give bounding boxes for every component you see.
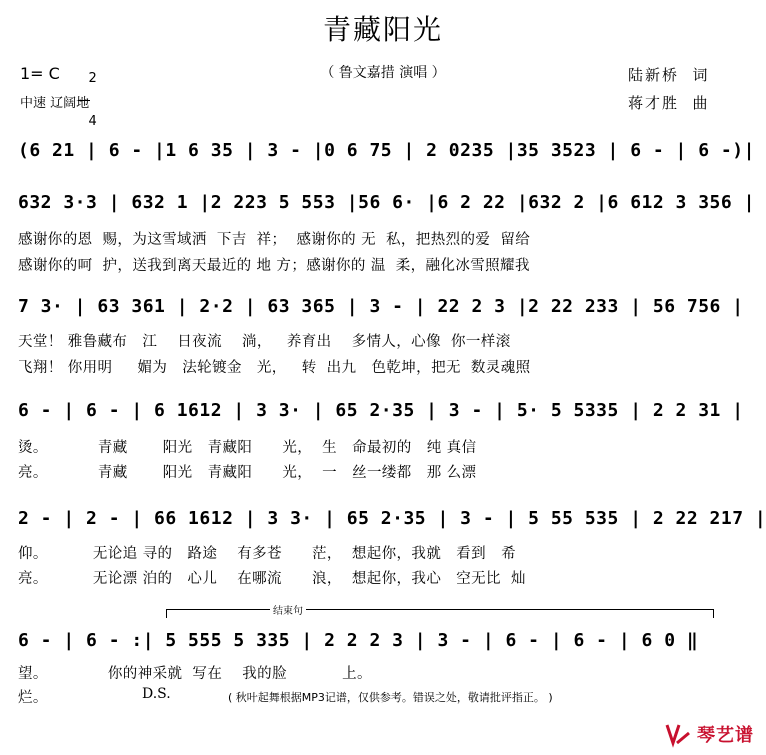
- notation-line-4: 6 - | 6 - | 6 1612 | 3 3· | 65 2·35 | 3 - | 5· 5 5335 | 2 2 31 |: [18, 400, 744, 421]
- song-title: 青藏阳光: [322, 13, 443, 46]
- footnote: ( 秋叶起舞根据MP3记谱，仅供参考。错误之处，敬请批评指正。 ): [228, 691, 553, 704]
- lyric-line-3a: 天堂！ 雅鲁藏布 江 日夜流 淌， 养育出 多情人，心像 你一样滚: [18, 334, 511, 350]
- notation-line-2: 632 3·3 | 632 1 |2 223 5 553 |56 6· |6 2 22 |632 2 |6 612 3 356 |: [18, 192, 755, 213]
- time-bottom: 4: [88, 114, 97, 129]
- lyric-line-4b: 亮。 青藏 阳光 青藏阳 光， 一 丝一缕都 那 么漂: [18, 465, 477, 481]
- composer-credit: 蒋才胜 曲: [628, 94, 710, 112]
- dal-segno: D.S.: [142, 686, 171, 702]
- tempo-marking: 中速 辽阔地: [20, 96, 90, 111]
- lyric-line-4a: 烫。 青藏 阳光 青藏阳 光， 生 命最初的 纯 真信: [18, 440, 477, 456]
- singer-credit: （ 鲁文嘉措 演唱 ）: [320, 65, 446, 81]
- notation-line-1: (6 21 | 6 - |1 6 35 | 3 - |0 6 75 | 2 0235 |35 3523 | 6 - | 6 -)|: [18, 140, 755, 161]
- lyric-line-6b: 烂。: [18, 690, 48, 706]
- lyric-line-5b: 亮。 无论漂 泊的 心儿 在哪流 浪， 想起你，我心 空无比 灿: [18, 571, 526, 587]
- lyricist-credit: 陆新桥 词: [628, 66, 710, 84]
- site-logo[interactable]: [663, 719, 754, 749]
- lyric-line-6a: 望。 你的神采就 写在 我的脸 上。: [18, 666, 372, 682]
- ending-bracket: [166, 609, 714, 618]
- lyric-line-3b: 飞翔！ 你用明 媚为 法轮镀金 光， 转 出九 色乾坤，把无 数灵魂照: [18, 360, 531, 376]
- lyric-line-2b: 感谢你的呵 护，送我到离天最近的 地 方；感谢你的 温 柔，融化冰雪照耀我: [18, 258, 530, 274]
- ending-label: 结束句: [270, 602, 306, 617]
- notation-line-6: 6 - | 6 - :| 5 555 5 335 | 2 2 2 3 | 3 - | 6 - | 6 - | 6 0 ‖: [18, 630, 699, 651]
- notation-line-3: 7 3· | 63 361 | 2·2 | 63 365 | 3 - | 22 2 3 |2 22 233 | 56 756 |: [18, 296, 744, 317]
- lyric-line-5a: 仰。 无论追 寻的 路途 有多苍 茫， 想起你，我就 看到 希: [18, 546, 516, 562]
- logo-icon: [663, 719, 693, 749]
- logo-text: 琴艺谱: [697, 725, 754, 746]
- key-signature: 1= C: [20, 64, 60, 83]
- time-top: 2: [88, 71, 97, 86]
- notation-line-5: 2 - | 2 - | 66 1612 | 3 3· | 65 2·35 | 3 - | 5 55 535 | 2 22 217 |: [18, 508, 766, 529]
- lyric-line-2a: 感谢你的恩 赐，为这雪域洒 下吉 祥； 感谢你的 无 私，把热烈的爱 留给: [18, 232, 531, 248]
